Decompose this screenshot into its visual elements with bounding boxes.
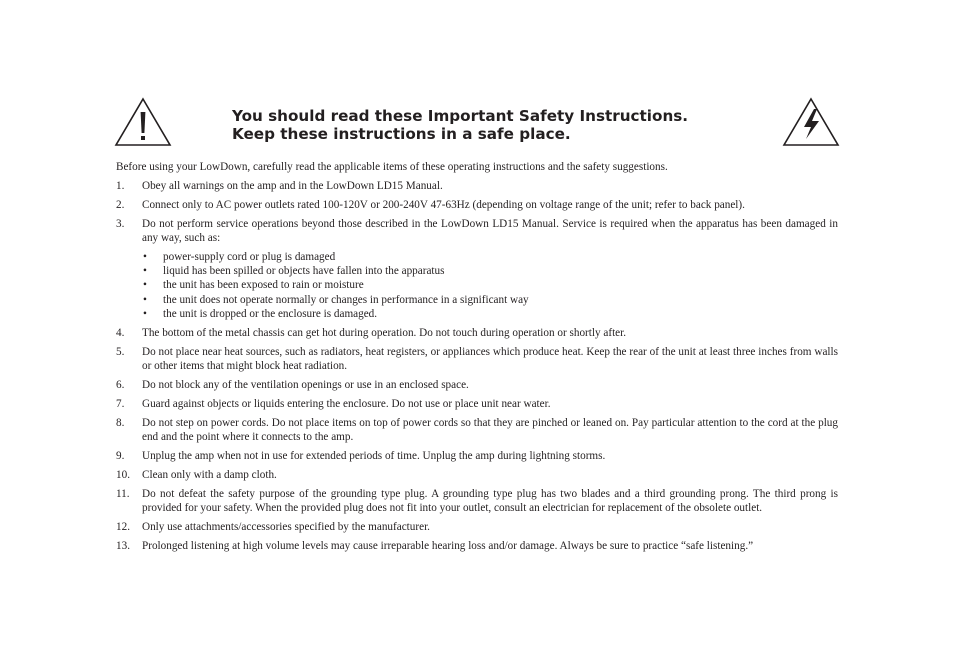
item-text: Guard against objects or liquids entering the enclosure. Do not use or place unit near water. [142,397,551,410]
list-item [116,416,838,445]
page-title [232,108,688,143]
list-item [116,449,838,463]
list-item [116,539,838,553]
item-text: Do not defeat the safety purpose of the grounding type plug. A grounding type plug has two blades and a third grounding prong. The third prong is provided for your safety. When the provided plug does not fit into your outlet, consult an electrician for replacement of the obsolete outlet. [142,487,838,514]
list-item [116,520,838,534]
list-item [116,198,838,212]
bullet-item: • liquid has been spilled or objects have fallen into the apparatus [142,264,838,278]
item-number: 12. [116,520,130,533]
bullet-item: • the unit is dropped or the enclosure is damaged. [142,307,838,321]
intro-text: Before using your LowDown, carefully read the applicable items of these operating instructions and the safety suggestions. [116,161,668,173]
item-text: Unplug the amp when not in use for extended periods of time. Unplug the amp during lightning storms. [142,449,606,462]
instructions-body [116,160,838,558]
item-text: The bottom of the metal chassis can get hot during operation. Do not touch during operation or shortly after. [142,326,627,339]
list-item [116,487,838,516]
bullet-item: • power-supply cord or plug is damaged [142,250,838,264]
item-text: Obey all warnings on the amp and in the LowDown LD15 Manual. [142,180,443,193]
list-item [116,345,838,374]
item-number: 3. [116,218,125,231]
item-text: Prolonged listening at high volume levels may cause irreparable hearing loss and/or damage. Always be sure to practice “safe listening.” [142,539,754,552]
item-text: Do not place near heat sources, such as radiators, heat registers, or appliances which produce heat. Keep the rear of the unit at least three inches from walls or other items that might block heat radiation. [142,345,838,372]
item-number: 2. [116,199,125,212]
item-number: 8. [116,416,125,429]
exclamation-warning-triangle-icon [114,97,172,147]
item-text: Connect only to AC power outlets rated 100-120V or 200-240V 47-63Hz (depending on voltage range of the unit; refer to back panel). [142,199,745,212]
item-number: 4. [116,326,125,339]
list-item [116,179,838,193]
list-item [116,378,838,392]
item-text: Clean only with a damp cloth. [142,468,277,481]
title-line-2: Keep these instructions in a safe place. [232,124,571,143]
list-item [116,217,838,321]
item-number: 10. [116,468,130,481]
list-item [116,468,838,482]
bullet-item: • the unit has been exposed to rain or moisture [142,278,838,292]
item-number: 13. [116,539,130,552]
item-number: 7. [116,397,125,410]
list-item [116,326,838,340]
title-line-1: You should read these Important Safety Instructions. [232,107,689,125]
item-number: 5. [116,345,125,358]
list-item [116,397,838,411]
item-number: 1. [116,180,125,193]
instructions-list [116,179,838,553]
item-text: Do not perform service operations beyond those described in the LowDown LD15 Manual. Service is required when the apparatus has been damaged in any way, such as: [142,218,838,245]
item-text: Do not step on power cords. Do not place items on top of power cords so that they are pinched or leaned on. Pay particular attention to the cord at the plug end and the point where it connects to the amp. [142,416,838,443]
item-number: 9. [116,449,125,462]
lightning-bolt-triangle-icon [782,97,840,147]
item-number: 6. [116,378,125,391]
damage-conditions-list [142,250,838,321]
bullet-item: • the unit does not operate normally or changes in performance in a significant way [142,293,838,307]
item-text: Only use attachments/accessories specified by the manufacturer. [142,520,430,533]
item-text: Do not block any of the ventilation openings or use in an enclosed space. [142,378,469,391]
item-number: 11. [116,487,130,500]
